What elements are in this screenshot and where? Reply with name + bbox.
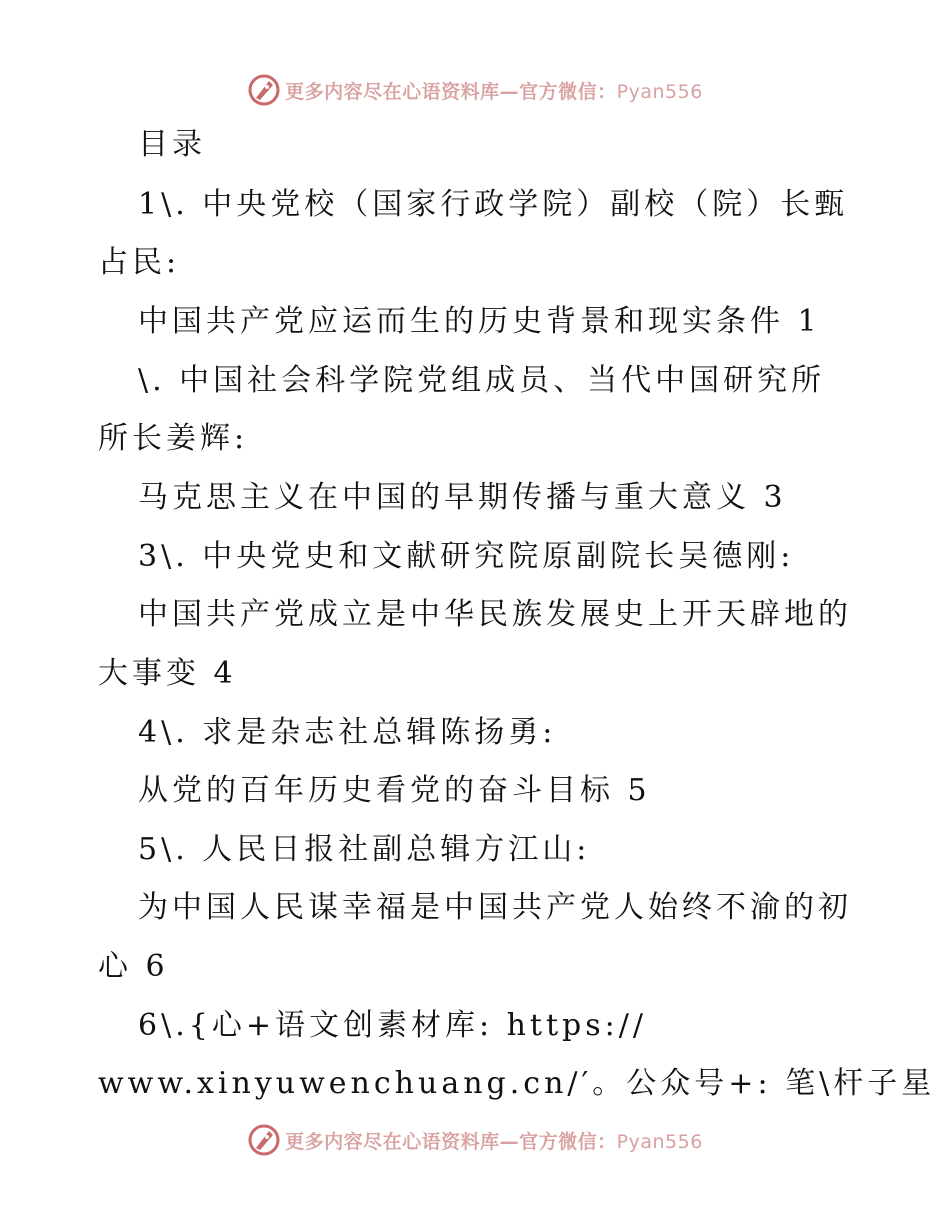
toc-line: www.xinyuwenchuang.cn/′。公众号+: 笔\杆子星 [98, 1066, 936, 1101]
toc-line: 马克思主义在中国的早期传播与重大意义 3 [138, 480, 787, 515]
pen-nib-logo-icon [247, 73, 281, 107]
watermark-wechat-id: Pyan556 [616, 1130, 703, 1153]
watermark-label: 更多内容尽在心语资料库—官方微信： [285, 1130, 617, 1153]
toc-line: 所长姜辉: [98, 421, 249, 456]
toc-line: 中国共产党应运而生的历史背景和现实条件 1 [138, 304, 821, 339]
toc-line: 3\. 中央党史和文献研究院原副院长吴德刚: [138, 539, 795, 574]
toc-title: 目录 [138, 127, 206, 162]
toc-line: 心 6 [98, 949, 169, 984]
toc-line: 1\. 中央党校（国家行政学院）副校（院）长甄 [138, 187, 849, 222]
footer-watermark [0, 1118, 950, 1162]
toc-line: 4\. 求是杂志社总辑陈扬勇: [138, 715, 557, 750]
toc-line: 6\.{心+语文创素材库: https:// [138, 1008, 647, 1043]
toc-line: 为中国人民谋幸福是中国共产党人始终不渝的初 [138, 890, 852, 925]
toc-line: 大事变 4 [98, 656, 237, 691]
toc-line: 占民: [98, 245, 181, 280]
toc-line: \. 中国社会科学院党组成员、当代中国研究所 [138, 363, 826, 398]
toc-line: 5\. 人民日报社副总辑方江山: [138, 832, 591, 867]
watermark-text [285, 1127, 703, 1154]
toc-line: 中国共产党成立是中华民族发展史上开天辟地的 [138, 597, 852, 632]
watermark-wechat-id: Pyan556 [616, 80, 703, 103]
toc-line: 从党的百年历史看党的奋斗目标 5 [138, 773, 651, 808]
pen-nib-logo-icon [247, 1123, 281, 1157]
watermark-label: 更多内容尽在心语资料库—官方微信： [285, 80, 617, 103]
header-watermark [0, 68, 950, 112]
watermark-text [285, 77, 703, 104]
